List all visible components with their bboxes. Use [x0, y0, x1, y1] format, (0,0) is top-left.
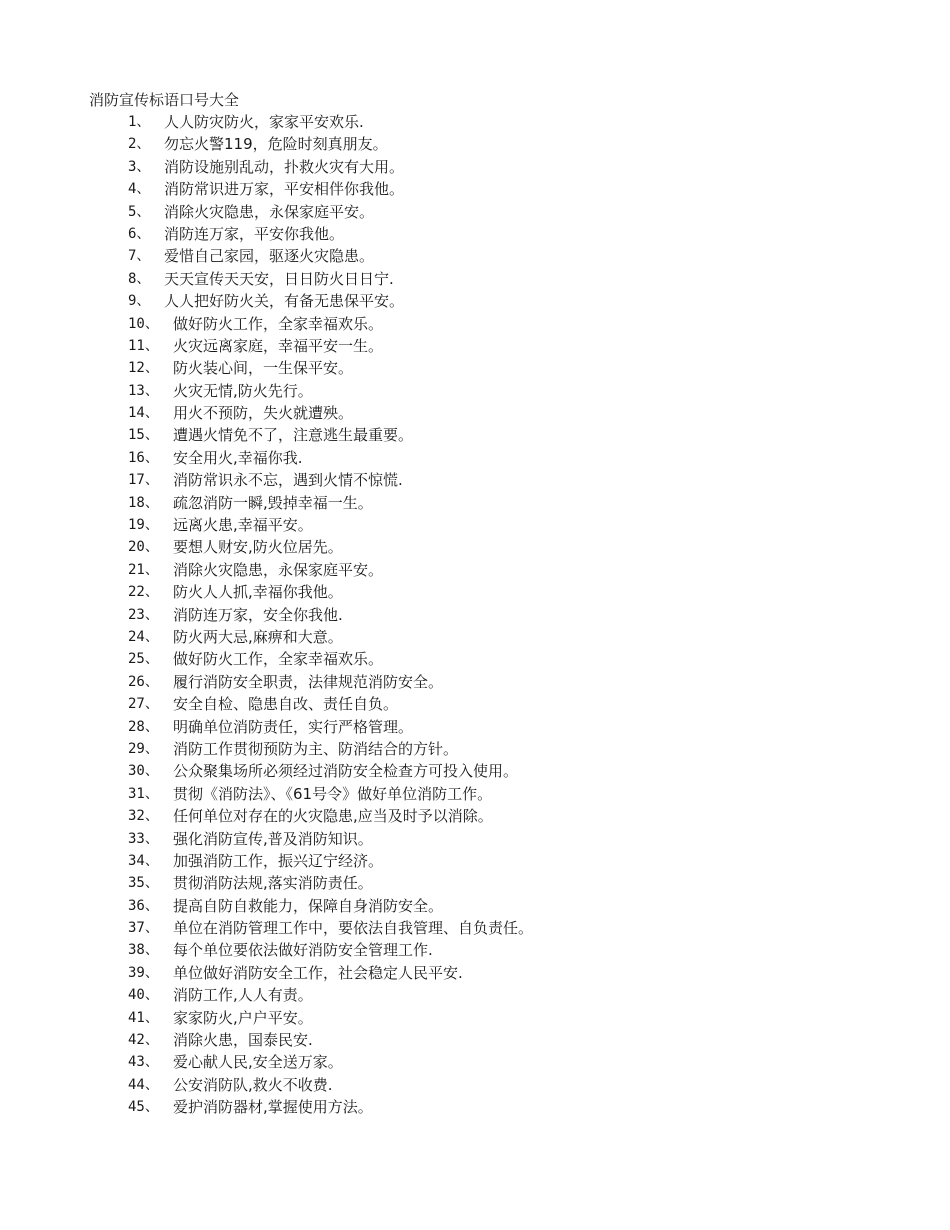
slogan-text: 单位做好消防安全工作，社会稳定人民平安. — [173, 963, 463, 982]
slogan-text: 防火装心间，一生保平安。 — [173, 359, 354, 378]
slogan-number: 19、 — [128, 517, 159, 534]
slogan-text: 消防连万家，安全你我他. — [173, 605, 343, 624]
slogan-number: 11、 — [128, 337, 159, 354]
slogan-text: 消防工作贯彻预防为主、防消结合的方针。 — [173, 739, 459, 758]
slogan-item — [0, 872, 950, 894]
slogan-item — [0, 850, 950, 872]
slogan-item — [0, 648, 950, 670]
slogan-text: 提高自防自救能力，保障自身消防安全。 — [173, 896, 444, 915]
slogan-number: 6、 — [128, 225, 151, 242]
slogan-number: 27、 — [128, 696, 159, 713]
slogan-text: 安全用火,幸福你我. — [173, 448, 303, 467]
slogan-text: 防火两大忌,麻痹和大意。 — [173, 627, 343, 646]
slogan-item — [0, 716, 950, 738]
slogan-item — [0, 357, 950, 379]
slogan-text: 勿忘火警119，危险时刻真朋友。 — [164, 135, 388, 154]
slogan-number: 28、 — [128, 718, 159, 735]
slogan-text: 家家防火,户户平安。 — [173, 1008, 313, 1027]
slogan-text: 公众聚集场所必须经过消防安全检查方可投入使用。 — [173, 762, 519, 781]
slogan-number: 26、 — [128, 673, 159, 690]
slogan-item — [0, 939, 950, 961]
slogan-text: 履行消防安全职责，法律规范消防安全。 — [173, 672, 444, 691]
slogan-item — [0, 738, 950, 760]
slogan-item — [0, 492, 950, 514]
slogan-text: 远离火患,幸福平安。 — [173, 516, 313, 535]
slogan-text: 火灾无情,防火先行。 — [173, 381, 313, 400]
slogan-item — [0, 783, 950, 805]
slogan-number: 43、 — [128, 1054, 159, 1071]
slogan-text: 火灾远离家庭，幸福平安一生。 — [173, 336, 384, 355]
slogan-item — [0, 581, 950, 603]
slogan-number: 2、 — [128, 136, 151, 153]
slogan-number: 9、 — [128, 293, 151, 310]
slogan-text: 消防连万家，平安你我他。 — [164, 224, 345, 243]
slogan-text: 贯彻消防法规,落实消防责任。 — [173, 874, 373, 893]
slogan-text: 人人把好防火关，有备无患保平安。 — [164, 292, 405, 311]
slogan-text: 天天宣传天天安，日日防火日日宁. — [164, 269, 394, 288]
slogan-number: 40、 — [128, 987, 159, 1004]
slogan-item — [0, 536, 950, 558]
slogan-item — [0, 1096, 950, 1118]
slogan-item — [0, 290, 950, 312]
slogan-number: 7、 — [128, 248, 151, 265]
slogan-text: 做好防火工作，全家幸福欢乐。 — [173, 650, 384, 669]
slogan-item — [0, 447, 950, 469]
slogan-item — [0, 895, 950, 917]
slogan-number: 17、 — [128, 472, 159, 489]
slogan-item — [0, 828, 950, 850]
slogan-item — [0, 402, 950, 424]
slogan-number: 16、 — [128, 449, 159, 466]
slogan-item — [0, 1029, 950, 1051]
slogan-item — [0, 514, 950, 536]
slogan-text: 防火人人抓,幸福你我他。 — [173, 583, 343, 602]
slogan-item — [0, 626, 950, 648]
slogan-number: 14、 — [128, 405, 159, 422]
document-title: 消防宣传标语口号大全 — [89, 91, 240, 109]
slogan-text: 人人防灾防火，家家平安欢乐. — [164, 113, 364, 131]
slogan-item — [0, 223, 950, 245]
slogan-number: 29、 — [128, 740, 159, 757]
slogan-item — [0, 201, 950, 223]
slogan-item — [0, 268, 950, 290]
slogan-number: 12、 — [128, 360, 159, 377]
slogan-item — [0, 111, 950, 133]
slogan-text: 消防设施别乱动，扑救火灾有大用。 — [164, 157, 405, 176]
slogan-item — [0, 380, 950, 402]
slogan-number: 25、 — [128, 651, 159, 668]
slogan-item — [0, 1074, 950, 1096]
slogan-item — [0, 917, 950, 939]
slogan-item — [0, 805, 950, 827]
slogan-item — [0, 133, 950, 155]
slogan-number: 42、 — [128, 1032, 159, 1049]
slogan-item — [0, 693, 950, 715]
slogan-number: 23、 — [128, 606, 159, 623]
slogan-number: 44、 — [128, 1076, 159, 1093]
slogan-number: 39、 — [128, 964, 159, 981]
slogan-text: 单位在消防管理工作中，要依法自我管理、自负责任。 — [173, 919, 534, 938]
slogan-text: 强化消防宣传,普及消防知识。 — [173, 829, 373, 848]
slogan-item — [0, 1007, 950, 1029]
slogan-number: 10、 — [128, 315, 159, 332]
slogan-item — [0, 760, 950, 782]
slogan-item — [0, 604, 950, 626]
slogan-list — [0, 111, 950, 1119]
slogan-number: 31、 — [128, 785, 159, 802]
slogan-number: 5、 — [128, 203, 151, 220]
slogan-number: 21、 — [128, 561, 159, 578]
slogan-number: 15、 — [128, 427, 159, 444]
slogan-item — [0, 559, 950, 581]
slogan-text: 安全自检、隐患自改、责任自负。 — [173, 695, 399, 714]
slogan-item — [0, 469, 950, 491]
slogan-number: 18、 — [128, 494, 159, 511]
slogan-item — [0, 984, 950, 1006]
slogan-text: 消除火灾隐患，永保家庭平安。 — [164, 202, 375, 221]
slogan-item — [0, 156, 950, 178]
slogan-text: 要想人财安,防火位居先。 — [173, 538, 343, 557]
slogan-number: 35、 — [128, 875, 159, 892]
slogan-item — [0, 335, 950, 357]
slogan-number: 1、 — [128, 114, 151, 130]
slogan-number: 32、 — [128, 808, 159, 825]
slogan-number: 41、 — [128, 1009, 159, 1026]
slogan-item — [0, 1051, 950, 1073]
slogan-number: 33、 — [128, 830, 159, 847]
slogan-text: 疏忽消防一瞬,毁掉幸福一生。 — [173, 493, 373, 512]
slogan-text: 爱心献人民,安全送万家。 — [173, 1053, 343, 1072]
slogan-text: 每个单位要依法做好消防安全管理工作. — [173, 941, 433, 960]
slogan-item — [0, 245, 950, 267]
slogan-number: 45、 — [128, 1099, 159, 1116]
slogan-item — [0, 671, 950, 693]
slogan-item — [0, 424, 950, 446]
slogan-text: 做好防火工作，全家幸福欢乐。 — [173, 314, 384, 333]
slogan-text: 消防常识进万家，平安相伴你我他。 — [164, 180, 405, 199]
slogan-number: 37、 — [128, 920, 159, 937]
slogan-number: 8、 — [128, 270, 151, 287]
slogan-text: 消除火患，国泰民安. — [173, 1031, 313, 1050]
slogan-item — [0, 962, 950, 984]
slogan-number: 22、 — [128, 584, 159, 601]
slogan-text: 爱惜自己家园，驱逐火灾隐患。 — [164, 247, 375, 266]
slogan-text: 公安消防队,救火不收费. — [173, 1075, 333, 1094]
slogan-number: 3、 — [128, 158, 151, 175]
slogan-text: 消防常识永不忘，遇到火情不惊慌. — [173, 471, 403, 490]
slogan-number: 24、 — [128, 628, 159, 645]
slogan-item — [0, 313, 950, 335]
slogan-text: 贯彻《消防法》、《61号令》做好单位消防工作。 — [173, 784, 493, 803]
slogan-text: 用火不预防，失火就遭殃。 — [173, 404, 354, 423]
slogan-text: 消除火灾隐患，永保家庭平安。 — [173, 560, 384, 579]
slogan-text: 加强消防工作，振兴辽宁经济。 — [173, 851, 384, 870]
slogan-text: 爱护消防器材,掌握使用方法。 — [173, 1098, 373, 1117]
slogan-number: 4、 — [128, 181, 151, 198]
slogan-item — [0, 178, 950, 200]
slogan-text: 遭遇火情免不了，注意逃生最重要。 — [173, 426, 414, 445]
slogan-number: 34、 — [128, 852, 159, 869]
slogan-text: 任何单位对存在的火灾隐患,应当及时予以消除。 — [173, 807, 493, 826]
slogan-number: 20、 — [128, 539, 159, 556]
slogan-number: 36、 — [128, 897, 159, 914]
slogan-number: 13、 — [128, 382, 159, 399]
slogan-number: 38、 — [128, 942, 159, 959]
slogan-text: 消防工作,人人有责。 — [173, 986, 313, 1005]
slogan-number: 30、 — [128, 763, 159, 780]
slogan-text: 明确单位消防责任，实行严格管理。 — [173, 717, 414, 736]
